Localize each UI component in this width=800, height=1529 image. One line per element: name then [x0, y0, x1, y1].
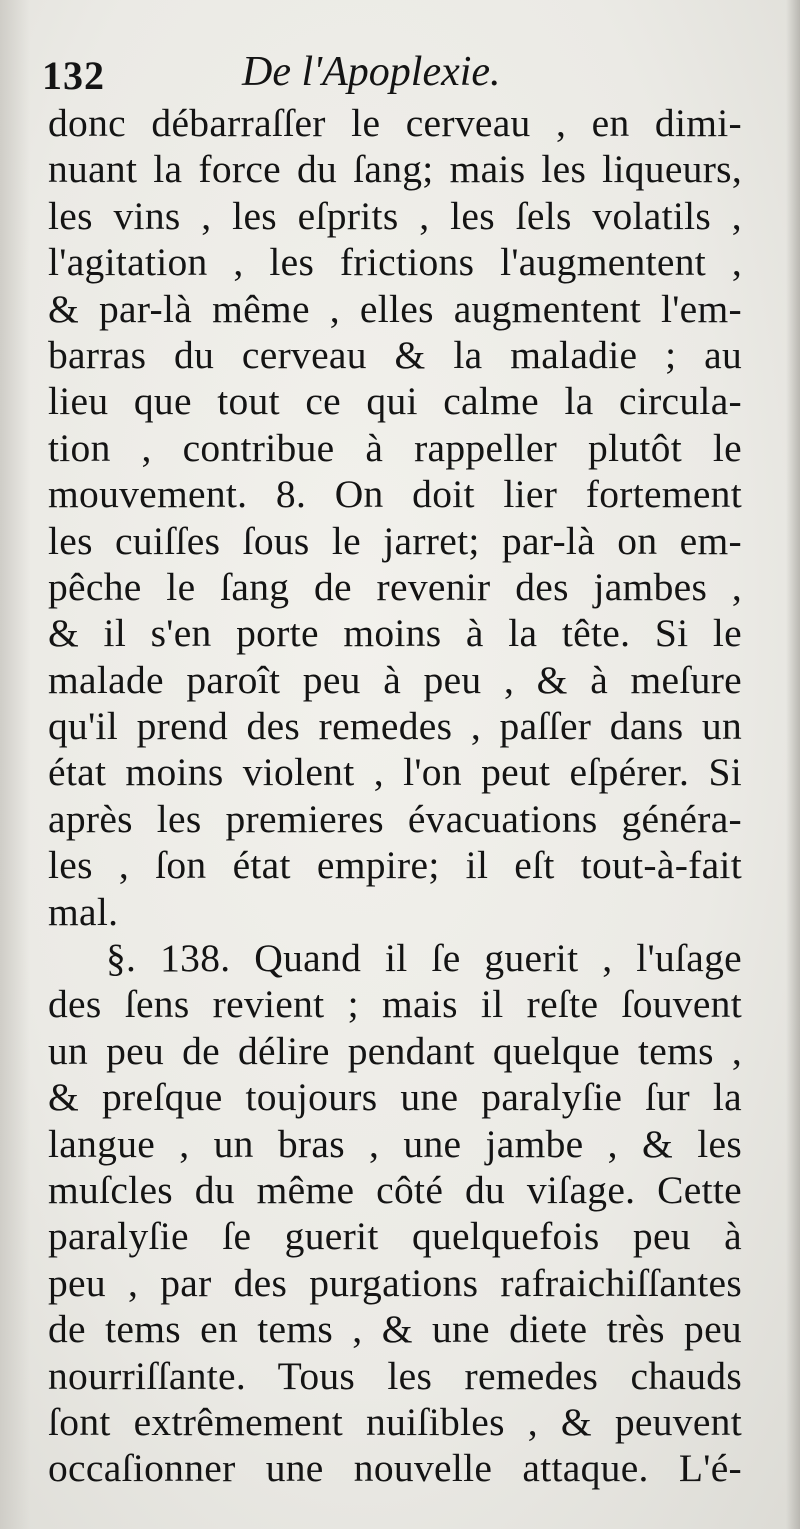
running-title: De l'Apoplexie.	[242, 49, 501, 95]
page-header	[42, 46, 742, 102]
text-line: mouvement. 8. On doit lier fortement	[48, 472, 742, 517]
text-line: nuant la force du ſang; mais les liqueurs,	[48, 147, 742, 192]
text-line: langue , un bras , une jambe , & les	[48, 1121, 742, 1166]
text-line: malade paroît peu à peu , & à meſure	[48, 657, 742, 702]
text-line: des ſens revient ; mais il reſte ſouvent	[48, 982, 742, 1027]
text-line: ſont extrêmement nuiſibles , & peuvent	[48, 1399, 742, 1444]
text-line: muſcles du même côté du viſage. Cette	[48, 1167, 742, 1212]
text-line: après les premieres évacuations généra-	[48, 796, 742, 841]
page-gutter-shadow	[0, 0, 30, 1529]
text-line: occaſionner une nouvelle attaque. L'é-	[48, 1446, 742, 1491]
text-line: état moins violent , l'on peut eſpérer. Si	[48, 750, 742, 795]
text-line: & preſque toujours une paralyſie ſur la	[48, 1075, 742, 1120]
text-line: les , ſon état empire; il eſt tout-à-fait	[48, 843, 742, 888]
text-line: nourriſſante. Tous les remedes chauds	[48, 1353, 742, 1398]
text-line: mal.	[48, 889, 119, 934]
body-text	[48, 100, 742, 1492]
page-number: 132	[42, 53, 105, 98]
text-line: un peu de délire pendant quelque tems ,	[48, 1028, 742, 1073]
text-line: barras du cerveau & la maladie ; au	[48, 332, 742, 377]
text-line: pêche le ſang de revenir des jambes ,	[48, 564, 742, 609]
text-line: paralyſie ſe guerit quelquefois peu à	[48, 1214, 742, 1259]
text-line: & il s'en porte moins à la tête. Si le	[48, 611, 742, 656]
page-edge-shadow	[786, 0, 800, 1529]
text-line: les vins , les eſprits , les ſels volatils ,	[48, 193, 742, 238]
paragraph-2	[48, 935, 742, 1492]
text-line: donc débarraſſer le cerveau , en dimi-	[48, 101, 742, 145]
paragraph-1	[48, 100, 742, 935]
text-line: §. 138. Quand il ſe guerit , l'uſage	[106, 936, 742, 981]
text-line: de tems en tems , & une diete très peu	[48, 1307, 742, 1352]
text-line: peu , par des purgations rafraichiſſantes	[48, 1260, 742, 1305]
text-line: les cuiſſes ſous le jarret; par-là on em-	[48, 518, 742, 563]
text-line: lieu que tout ce qui calme la circula-	[48, 379, 742, 424]
text-line: l'agitation , les frictions l'augmentent ,	[48, 240, 742, 285]
text-line: qu'il prend des remedes , paſſer dans un	[48, 704, 742, 749]
text-line: & par-là même , elles augmentent l'em-	[48, 286, 742, 331]
text-line: tion , contribue à rappeller plutôt le	[48, 425, 742, 470]
